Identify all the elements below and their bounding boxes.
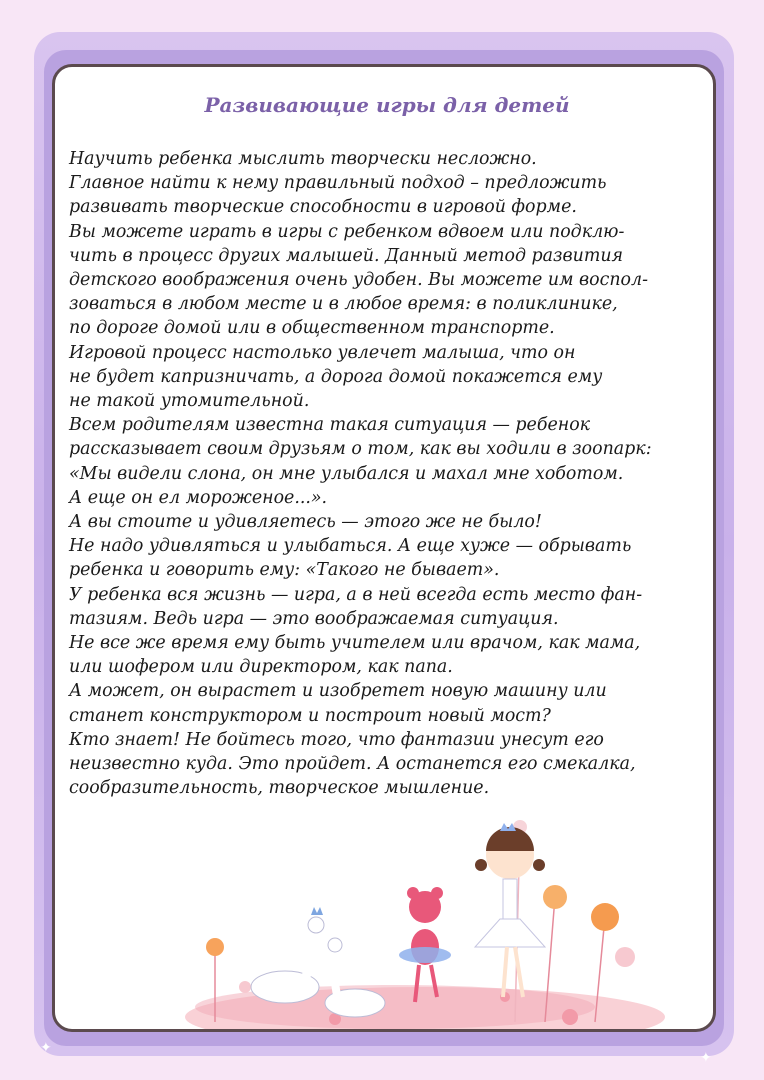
page-title: Развивающие игры для детей [204,93,570,117]
text-line: Кто знает! Не бойтесь того, что фантазии унесут его [69,729,604,750]
bear-icon [399,887,451,1002]
text-line: развивать творческие способности в игровой форме. [69,197,577,218]
text-line: Игровой процесс настолько увлечет малыша, что он [69,342,576,363]
text-line: Не все же время ему быть учителем или врачом, как мама, [69,633,641,654]
children-illustration [175,807,675,1031]
text-line: Не надо удивляться и улыбаться. А еще хуже — обрывать [69,536,632,557]
text-line: станет конструктором и построит новый мост? [69,705,551,726]
text-line: чить в процесс других малышей. Данный метод развития [69,245,624,266]
text-line: Вы можете играть в игры с ребенком вдвоем или подклю- [69,221,625,242]
text-line: не будет капризничать, а дорога домой покажется ему [69,366,603,387]
text-line: зоваться в любом месте и в любое время: в поликлинике, [69,294,618,315]
text-line: У ребенка вся жизнь — игра, а в ней всегда есть место фан- [69,584,643,605]
text-line: неизвестно куда. Это пройдет. А останется его смекалка, [69,754,636,775]
text-line: А вы стоите и удивляетесь — этого же не было! [69,512,542,533]
text-line: Главное найти к нему правильный подход – предложить [69,173,607,194]
text-line: по дороге домой или в общественном транспорте. [69,318,555,339]
text-line: ребенка и говорить ему: «Такого не бывает». [69,560,500,581]
text-line: «Мы видели слона, он мне улыбался и махал мне хоботом. [69,463,624,484]
text-line: Научить ребенка мыслить творчески несложно. [69,149,537,169]
text-line: А может, он вырастет и изобретет новую машину или [69,681,607,702]
sparkle-icon: ✦ [700,1050,712,1066]
text-line: тазиям. Ведь игра — это воображаемая ситуация. [69,608,559,629]
text-line: Всем родителям известна такая ситуация — ребенок [69,415,591,436]
sparkle-icon: ✦ [40,1040,52,1056]
text-line: А еще он ел мороженое...». [69,487,328,508]
content-card [52,64,716,1032]
article-body [69,147,716,800]
text-line: рассказывает своим друзьям о том, как вы ходили в зоопарк: [69,439,652,460]
text-line: детского воображения очень удобен. Вы можете им воспол- [69,270,648,291]
girl-icon [475,823,545,997]
text-line: сообразительность, творческое мышление. [69,778,490,799]
text-line: или шофером или директором, как папа. [69,657,453,678]
text-line: не такой утомительной. [69,391,310,412]
